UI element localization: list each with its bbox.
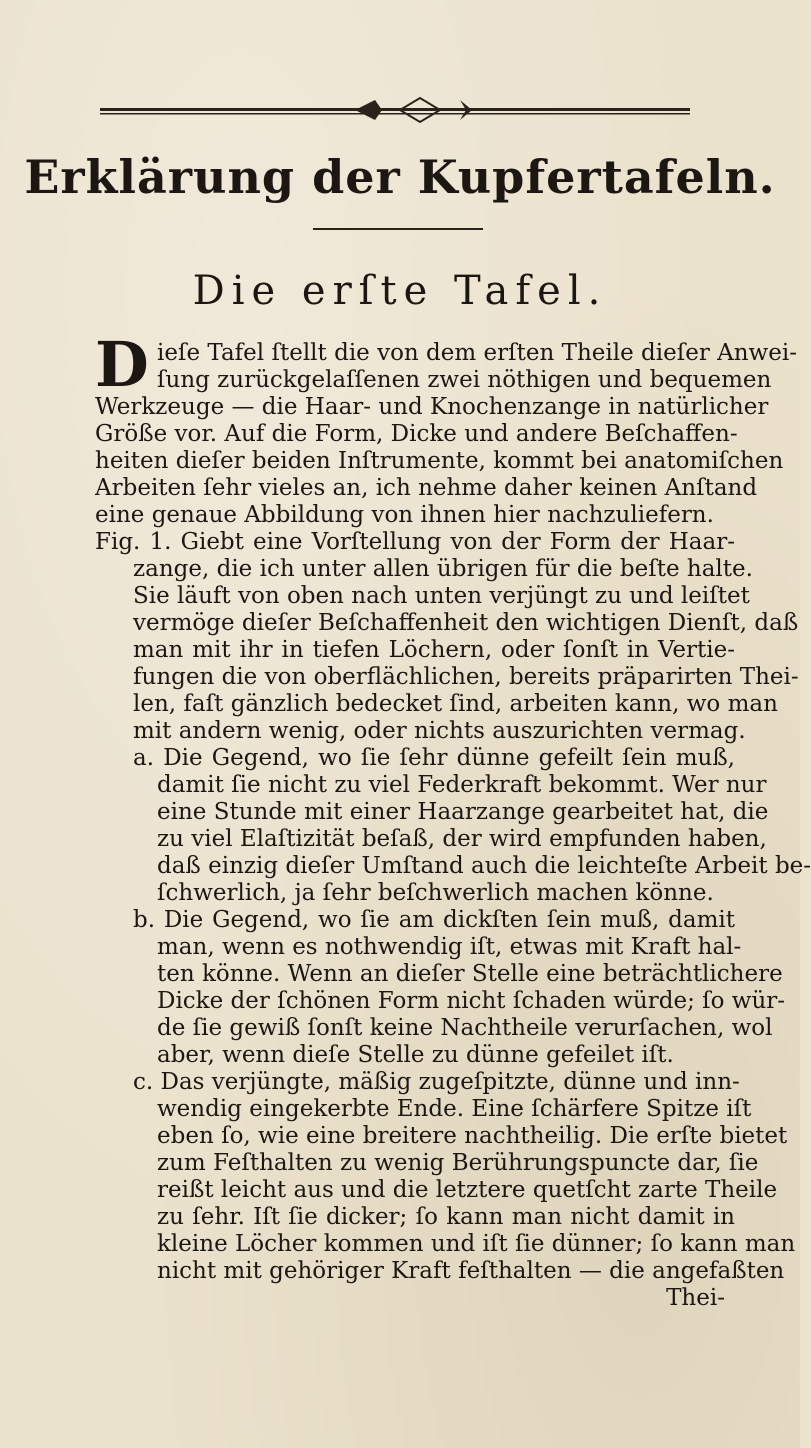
text-line: zange, die ich unter allen übrigen für die beſte halte.: [133, 556, 753, 582]
text-line: zu viel Elaſtizität beſaß, der wird empfunden haben,: [157, 826, 767, 852]
text-line: vermöge dieſer Beſchaffenheit den wichtigen Dienſt, daß: [133, 610, 799, 636]
text-line: nicht mit gehöriger Kraft feſthalten — die angefaßten: [157, 1258, 785, 1284]
text-line: heiten dieſer beiden Inſtrumente, kommt bei anatomiſchen: [95, 448, 784, 474]
text-line: kleine Löcher kommen und iſt ſie dünner; ſo kann man: [157, 1231, 796, 1257]
text-line: zu ſehr. Iſt ſie dicker; ſo kann man nicht damit in: [157, 1204, 735, 1230]
ornamental-rule: [100, 90, 690, 130]
text-line: aber, wenn dieſe Stelle zu dünne gefeilet iſt.: [157, 1042, 674, 1068]
item-a-paragraph: [95, 745, 811, 907]
body-text: [95, 328, 811, 1312]
section-title: Die erſte Tafel.: [192, 268, 608, 314]
text-line: mit andern wenig, oder nichts auszurichten vermag.: [133, 718, 746, 744]
text-line: man, wenn es nothwendig iſt, etwas mit Kraft hal-: [157, 934, 742, 960]
text-line: ſchwerlich, ja ſehr beſchwerlich machen könne.: [157, 880, 714, 906]
text-line: de ſie gewiß ſonſt keine Nachtheile verurſachen, wol: [157, 1015, 773, 1041]
text-line: b. Die Gegend, wo ſie am dickſten ſein muß, damit: [133, 907, 735, 933]
text-line: c. Das verjüngte, mäßig zugeſpitzte, dünne und inn-: [133, 1069, 740, 1095]
text-line: eine genaue Abbildung von ihnen hier nachzuliefern.: [95, 502, 714, 528]
text-line: zum Feſthalten zu wenig Berührungspuncte dar, ſie: [157, 1150, 759, 1176]
text-line: wendig eingekerbte Ende. Eine ſchärfere Spitze iſt: [157, 1096, 752, 1122]
text-line: daß einzig dieſer Umſtand auch die leichteſte Arbeit be-: [157, 853, 811, 879]
text-line: Werkzeuge — die Haar- und Knochenzange in natürlicher: [95, 394, 769, 420]
page-title: Erklärung der Kupfertafeln.: [24, 150, 776, 204]
text-line: Größe vor. Auf die Form, Dicke und andere Beſchaffen-: [95, 421, 738, 447]
intro-paragraph: [95, 328, 797, 529]
text-line: len, faſt gänzlich bedecket ſind, arbeiten kann, wo man: [133, 691, 778, 717]
title-divider: [313, 228, 483, 230]
drop-cap: D: [95, 328, 149, 401]
text-line: man mit ihr in tiefen Löchern, oder ſonſt in Vertie-: [133, 637, 735, 663]
catchword: Thei-: [666, 1285, 725, 1311]
item-b-paragraph: [95, 907, 786, 1069]
text-line: ten könne. Wenn an dieſer Stelle eine beträchtlichere: [157, 961, 783, 987]
text-line: Sie läuft von oben nach unten verjüngt zu und leiſtet: [133, 583, 750, 609]
fig1-paragraph: [95, 529, 799, 745]
text-line: Dicke der ſchönen Form nicht ſchaden würde; ſo wür-: [157, 988, 786, 1014]
text-line: eine Stunde mit einer Haarzange gearbeitet hat, die: [157, 799, 769, 825]
item-c-paragraph: [95, 1069, 796, 1285]
text-line: eben ſo, wie eine breitere nachtheilig. Die erſte bietet: [157, 1123, 788, 1149]
text-line: damit ſie nicht zu viel Federkraft bekommt. Wer nur: [157, 772, 767, 798]
text-line: Fig. 1. Giebt eine Vorſtellung von der Form der Haar-: [95, 529, 735, 555]
text-line: fungen die von oberflächlichen, bereits präparirten Thei-: [133, 664, 799, 690]
text-line: ieſe Tafel ſtellt die von dem erſten Theile dieſer Anwei-: [157, 340, 797, 366]
text-line: reißt leicht aus und die letztere quetſcht zarte Theile: [157, 1177, 778, 1203]
text-line: a. Die Gegend, wo ſie ſehr dünne gefeilt ſein muß,: [133, 745, 735, 771]
text-line: Arbeiten ſehr vieles an, ich nehme daher keinen Anſtand: [95, 475, 758, 501]
text-line: ſung zurückgelaſſenen zwei nöthigen und bequemen: [157, 367, 772, 393]
